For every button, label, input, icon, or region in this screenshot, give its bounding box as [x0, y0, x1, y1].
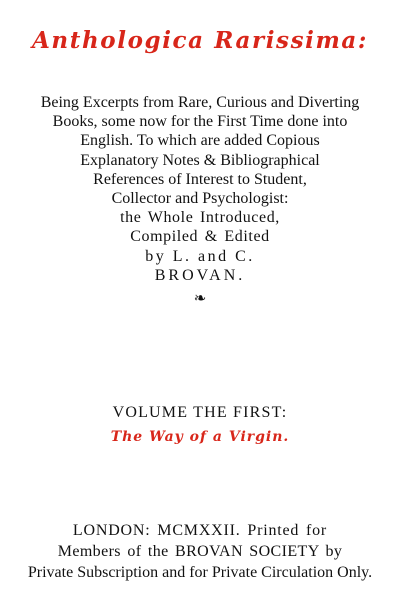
volume-title: The Way of a Virgin.: [110, 429, 290, 445]
subtitle-line: Explanatory Notes & Bibliographical: [80, 151, 320, 169]
imprint-block: [0, 520, 400, 583]
subtitle-line: Being Excerpts from Rare, Curious and Diverting: [40, 94, 360, 111]
subtitle-line: Collector and Psychologist:: [111, 190, 289, 208]
volume-label: VOLUME THE FIRST:: [112, 404, 288, 421]
imprint-line: Members of the BROVAN SOCIETY by: [57, 543, 343, 560]
fleuron-icon: ❧: [193, 291, 207, 307]
subtitle-line-surname: BROVAN.: [154, 266, 246, 284]
book-title: Anthologica Rarissima:: [31, 27, 369, 54]
subtitle-block: [0, 93, 400, 285]
subtitle-line: Books, some now for the First Time done into: [52, 113, 348, 131]
subtitle-line: English. To which are added Copious: [80, 132, 320, 150]
subtitle-line: the Whole Introduced,: [120, 209, 280, 227]
subtitle-line: Compiled & Edited: [130, 228, 270, 246]
subtitle-line: References of Interest to Student,: [93, 170, 307, 188]
subtitle-line-editors: by L. and C.: [145, 247, 255, 265]
imprint-line: Private Subscription and for Private Circulation Only.: [27, 564, 373, 581]
imprint-line: LONDON: MCMXXII. Printed for: [72, 522, 328, 539]
